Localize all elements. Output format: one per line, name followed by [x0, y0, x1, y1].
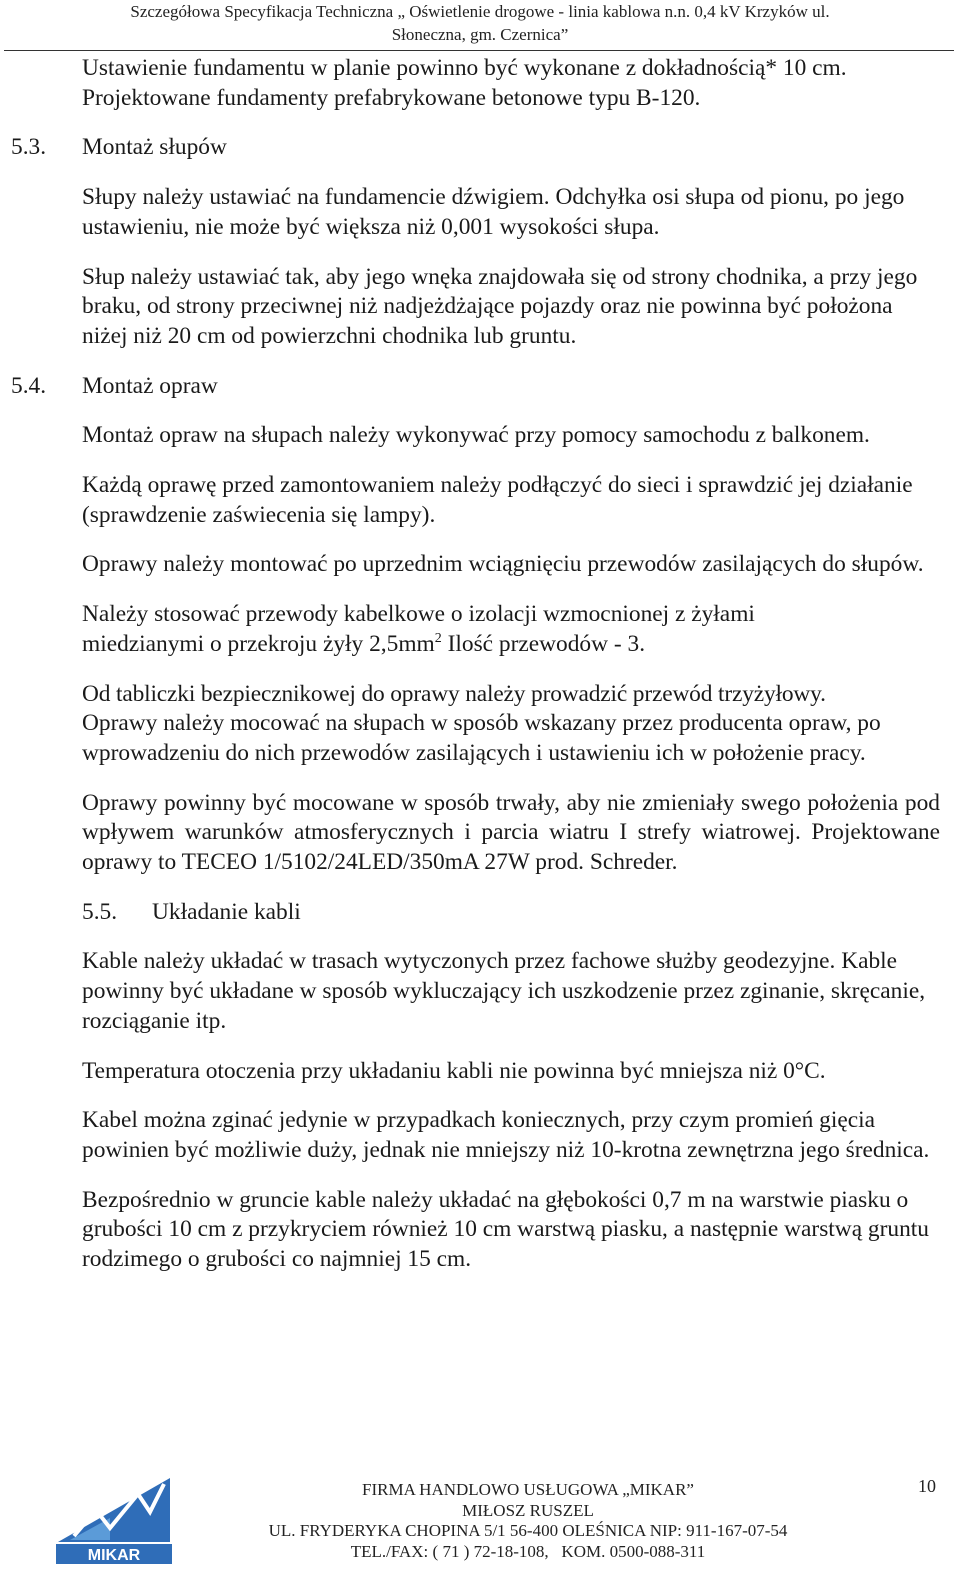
section-title: Montaż słupów — [82, 134, 227, 161]
section-5-3-heading — [11, 133, 940, 163]
cable-spec-line-1: Należy stosować przewody kabelkowe o izolacji wzmocnionej z żyłami — [82, 601, 755, 628]
paragraph: Temperatura otoczenia przy układaniu kabli nie powinna być mniejsza niż 0°C. — [82, 1057, 826, 1084]
superscript: 2 — [434, 630, 442, 646]
footer-company-info — [238, 1480, 818, 1562]
cable-spec-paragraph — [82, 600, 940, 659]
footer-company-name: FIRMA HANDLOWO USŁUGOWA „MIKAR” — [362, 1480, 694, 1499]
section-title: Montaż opraw — [82, 372, 218, 399]
section-number: 5.3. — [11, 134, 47, 161]
document-body — [0, 54, 960, 1275]
page-header — [0, 0, 960, 46]
header-divider — [4, 50, 954, 51]
section-5-4-heading — [11, 372, 940, 402]
footer-address: UL. FRYDERYKA CHOPINA 5/1 56-400 OLEŚNICA NIP: 911-167-07-54 — [268, 1521, 788, 1540]
wiring-line-1: Od tabliczki bezpiecznikowej do oprawy należy prowadzić przewód trzyżyłowy. — [82, 680, 826, 707]
paragraph: Kable należy układać w trasach wytyczonych przez fachowe służby geodezyjne. Kable powinny być układane w sposób wykluczający ich uszkodzenie przez zginanie, skręcanie, rozciąganie itp. — [82, 948, 926, 1034]
paragraph: Kabel można zginać jedynie w przypadkach koniecznych, przy czym promień gięcia powinien być możliwie duży, jednak nie mniejszy niż 10-krotna zewnętrzna jego średnica. — [82, 1107, 930, 1163]
paragraph: Montaż opraw na słupach należy wykonywać przy pomocy samochodu z balkonem. — [82, 422, 870, 449]
cable-spec-text: miedzianymi o przekroju żyły 2,5mm — [82, 630, 435, 657]
wiring-paragraph — [82, 680, 940, 769]
footer-owner: MIŁOSZ RUSZEL — [462, 1500, 594, 1520]
page-number: 10 — [918, 1476, 936, 1496]
intro-paragraph: Ustawienie fundamentu w planie powinno być wykonane z dokładnością* 10 cm. Projektowane fundamenty prefabrykowane betonowe typu B-120. — [82, 55, 847, 111]
section-title: Układanie kabli — [152, 898, 301, 925]
section-5-5-heading — [82, 898, 940, 928]
section-number: 5.4. — [11, 372, 47, 399]
cable-spec-text: Ilość przewodów - 3. — [441, 630, 646, 657]
paragraph: Słup należy ustawiać tak, aby jego wnęka znajdowała się od strony chodnika, a przy jego braku, od strony przeciwnej niż nadjeżdżające pojazdy oraz nie powinna być położona niżej niż 20 cm od powierzchni chodnika lub gruntu. — [82, 263, 918, 349]
paragraph: Oprawy należy montować po uprzednim wciągnięciu przewodów zasilających do słupów. — [82, 551, 924, 578]
header-title-line-2: Słoneczna, gm. Czernica” — [391, 25, 569, 44]
paragraph: Słupy należy ustawiać na fundamencie dźwigiem. Odchyłka osi słupa od pionu, po jego ustawieniu, nie może być większa niż 0,001 wysokości słupa. — [82, 184, 905, 240]
section-number: 5.5. — [82, 898, 118, 925]
mounting-paragraph: Oprawy powinny być mocowane w sposób trwały, aby nie zmieniały swego położenia pod wpływem warunków atmosferycznych i parcia wiatru I strefy wiatrowej. Projektowane oprawy to TECEO 1/5102/24LED/350mA 27W prod. Schreder. — [82, 789, 940, 876]
paragraph: Bezpośrednio w gruncie kable należy układać na głębokości 0,7 m na warstwie piasku o grubości 10 cm z przykryciem również 10 cm warstwą piasku, a następnie warstwą gruntu rodzimego o grubości co najmniej 15 cm. — [82, 1186, 929, 1273]
mikar-logo-icon — [52, 1476, 176, 1566]
page-footer — [0, 1476, 960, 1579]
cable-spec-line-2 — [82, 630, 940, 660]
paragraph: Każdą oprawę przed zamontowaniem należy podłączyć do sieci i sprawdzić jej działanie (sprawdzenie zaświecenia się lampy). — [82, 472, 913, 528]
footer-contact: TEL./FAX: ( 71 ) 72-18-108, KOM. 0500-088-311 — [350, 1541, 706, 1561]
header-title-line-1: Szczegółowa Specyfikacja Techniczna „ Oświetlenie drogowe - linia kablowa n.n. 0,4 kV Krzyków ul. — [130, 2, 830, 21]
wiring-rest: Oprawy należy mocować na słupach w sposób wskazany przez producenta opraw, po wprowadzeniu do nich przewodów zasilających i ustawieniu ich w położenie pracy. — [82, 710, 881, 766]
logo-text: MIKAR — [87, 1547, 141, 1564]
